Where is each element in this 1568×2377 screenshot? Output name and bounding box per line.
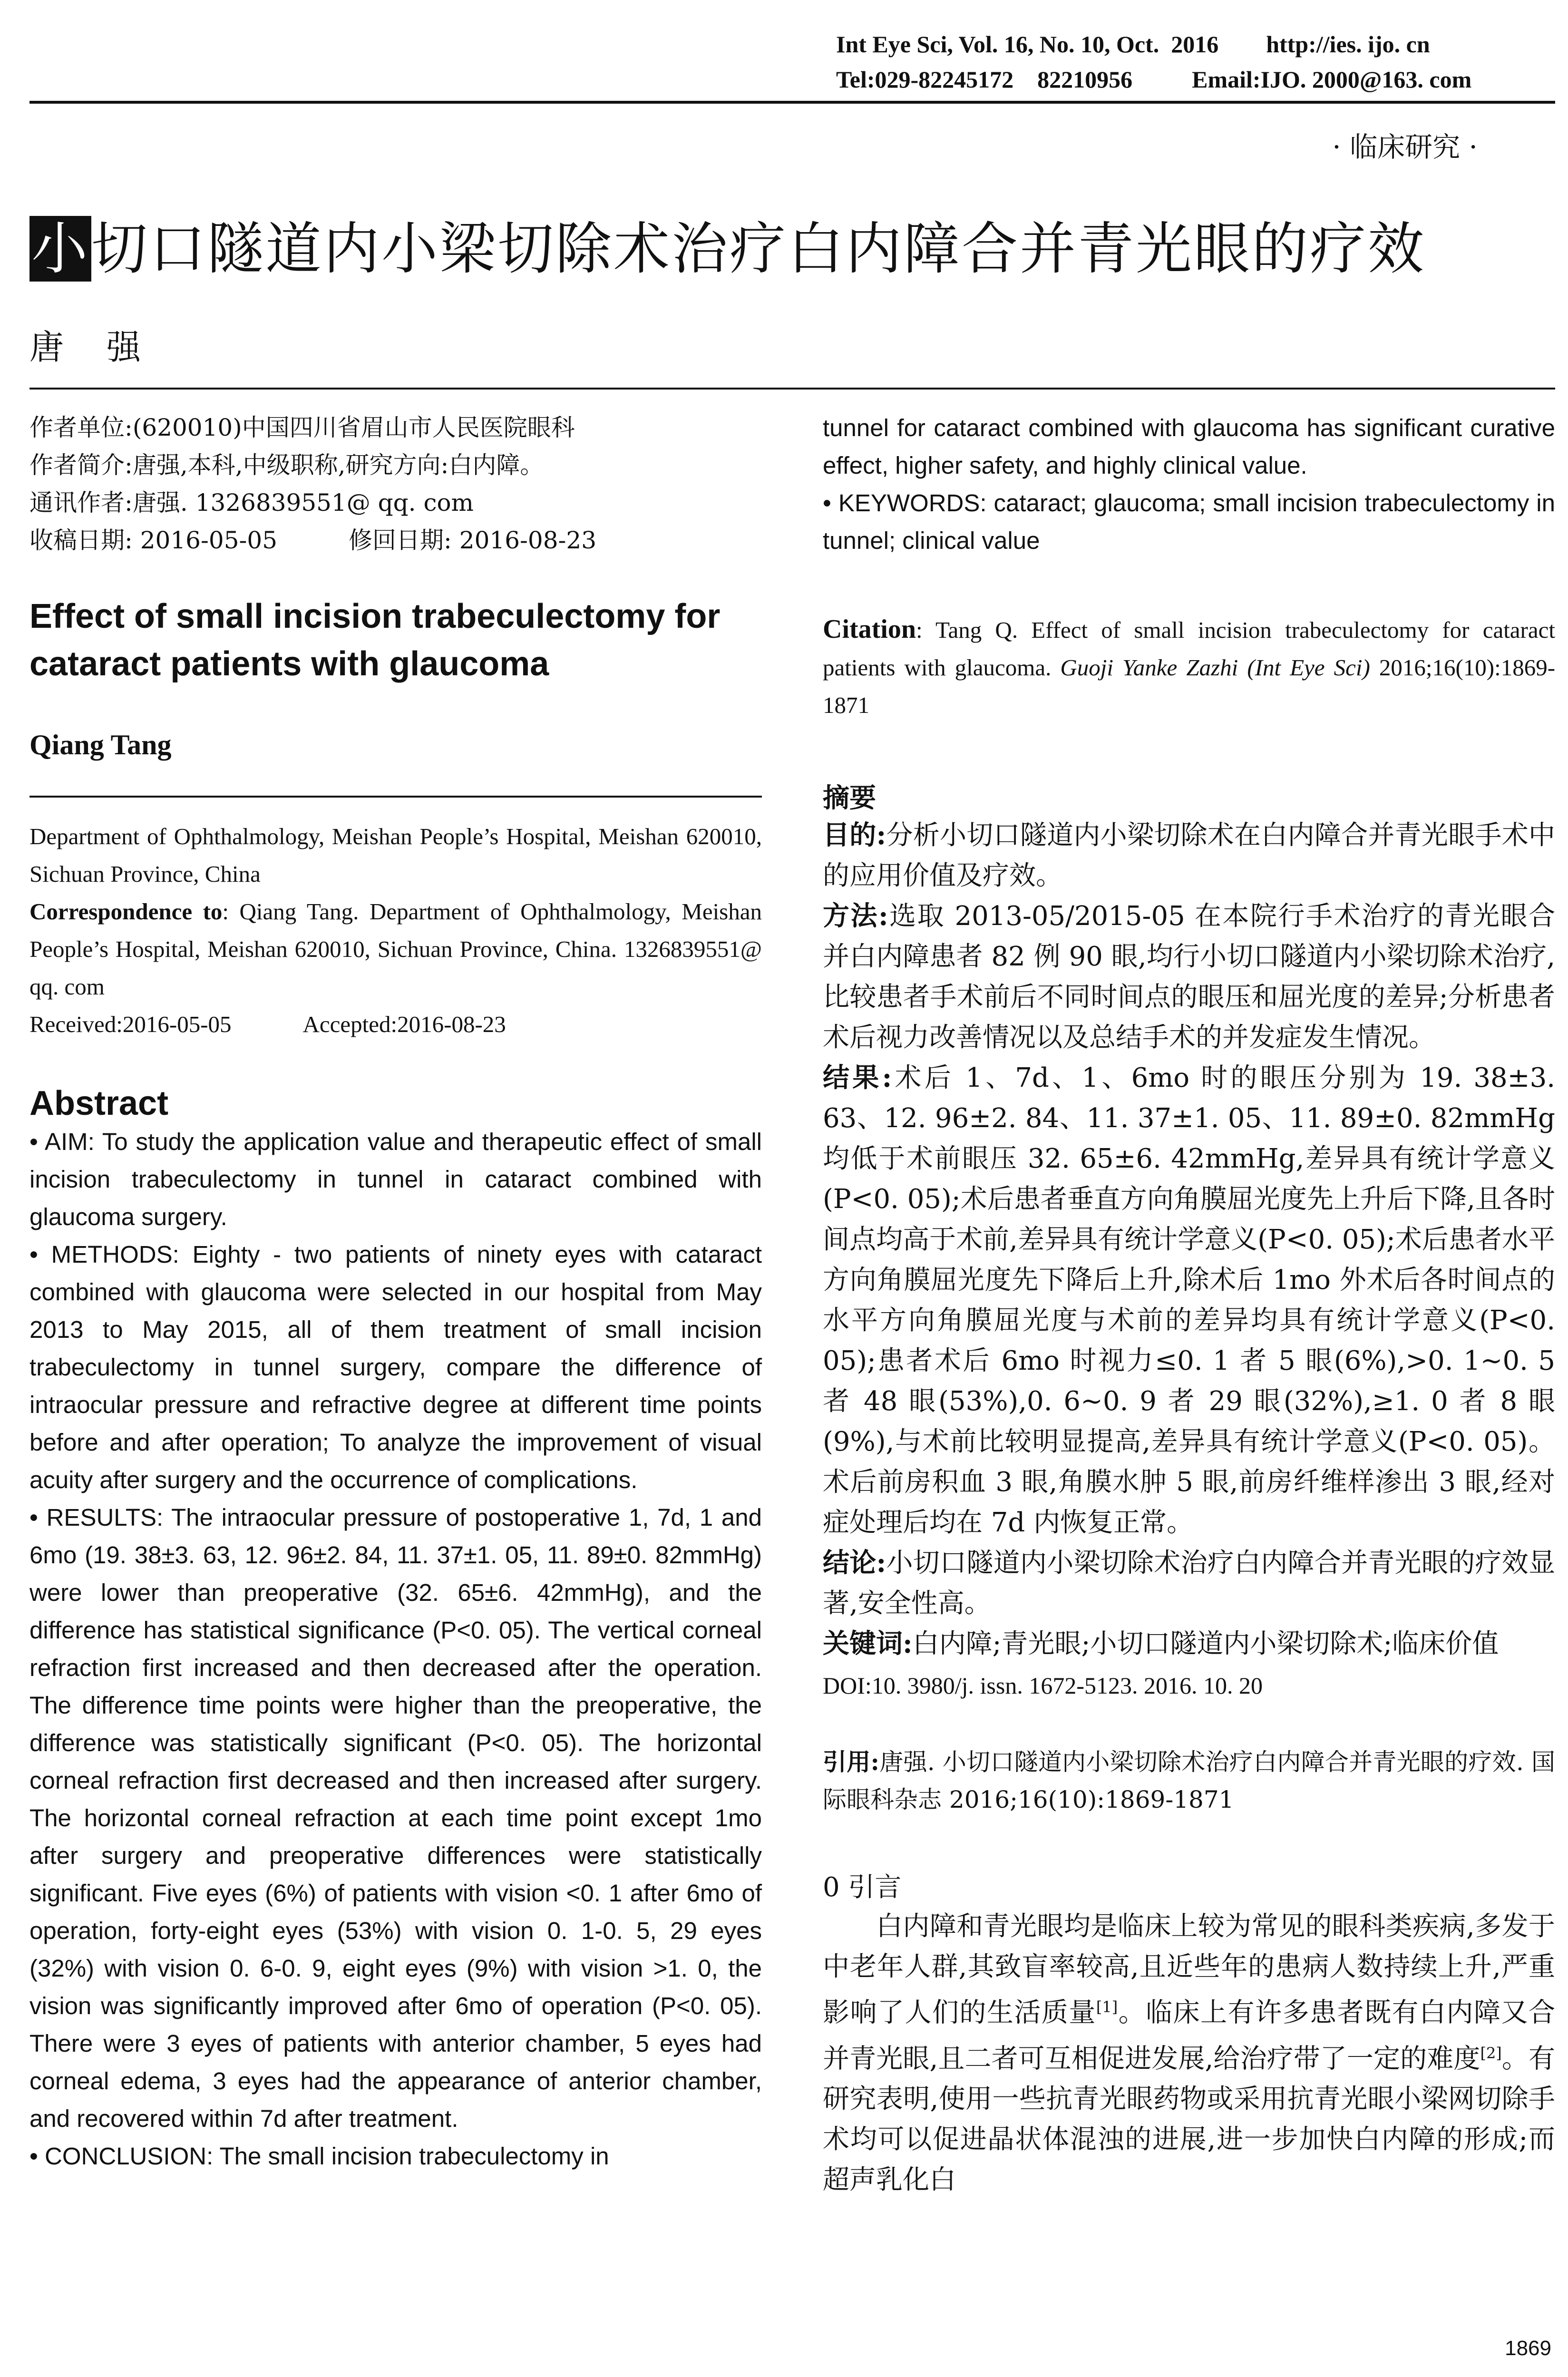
page-number: 1869 — [1505, 2337, 1551, 2360]
intro-text-1: 白内障和青光眼均是临床上较为常见的眼科类疾病,多发于中老年人群,其致盲率较高,且近些年的患病人数持续上升,严重影响了人们的生活质量 — [823, 1911, 1555, 2028]
author-info-cn — [29, 409, 762, 559]
cn-results-text: 术后 1、7d、1、6mo 时的眼压分别为 19. 38±3. 63、12. 96±2. 84、11. 37±1. 05、11. 89±0. 82mmHg 均低于术前眼压 32. 65±6. 42mmHg,差异具有统计学意义(P<0. 05);术后患者垂直方向角膜屈光度先上升后下降,且各时间点均高于术前,差异具有统计学意义(P<0. 05);术后患者水平方向角膜屈光度先下降后上升,除术后 1mo 外术后各时间点的水平方向角膜屈光度与术前的差异均具有统计学意义(P<0. 05);患者术后 6mo 时视力≤0. 1 者 5 眼(6%),>0. 1~0. 5 者 48 眼(53%),0. 6~0. 9 者 29 眼(32%),≥1. 0 者 8 眼(9%),与术前比较明显提高,差异具有统计学意义(P<0. 05)。术后前房积血 3 眼,角膜水肿 5 眼,前房纤维样渗出 3 眼,经对症处理后均在 7d 内恢复正常。 — [823, 1062, 1556, 1538]
revised-date-cn: 修回日期: 2016-08-23 — [349, 526, 597, 554]
accepted-date-en: Accepted:2016-08-23 — [302, 1011, 506, 1037]
correspondence-label: Correspondence to — [29, 898, 223, 925]
cn-methods-label: 方法: — [823, 900, 888, 932]
citation-cn-text: 唐强. 小切口隧道内小梁切除术治疗白内障合并青光眼的疗效. 国际眼科杂志 2016;16(10):1869-1871 — [823, 1748, 1555, 1813]
author-rule — [29, 796, 762, 798]
abstract-methods: • METHODS: Eighty - two patients of ninety eyes with cataract combined with glaucoma were selected in our hospital from May 2013 to May 2015, all of them treatment of small incision trabeculectomy in tunnel surgery, compare the difference of intraocular pressure and refractive degree at different time points before and after operation; To analyze the improvement of visual acuity after surgery and the occurrence of complications. — [29, 1241, 762, 1493]
citation-cn — [823, 1743, 1555, 1819]
affiliation: Department of Ophthalmology, Meishan People’s Hospital, Meishan 620010, Sichuan Province, China — [29, 823, 762, 887]
cn-abstract-heading: 摘要 — [823, 782, 876, 814]
correspondence — [29, 893, 762, 1005]
title-rule — [29, 388, 1555, 390]
journal-header-line2: Tel:029-82245172 82210956 Email:IJO. 2000@163. com — [836, 66, 1472, 93]
english-author: Qiang Tang — [29, 729, 172, 760]
author-cn: 唐强 — [29, 327, 184, 367]
citation-en — [823, 611, 1555, 724]
right-column — [823, 409, 1555, 2200]
cn-keywords — [823, 1624, 1555, 1664]
abstract-keywords: • KEYWORDS: cataract; glaucoma; small incision trabeculectomy in tunnel; clinical value — [823, 489, 1555, 554]
intro-paragraph — [823, 1906, 1555, 2200]
citation-text: : Tang Q. Effect of small incision trabeculectomy for cataract patients with glaucoma. — [823, 617, 1555, 681]
affiliation-block — [29, 818, 762, 1043]
author-bio: 作者简介:唐强,本科,中级职称,研究方向:白内障。 — [29, 451, 544, 479]
left-column — [29, 409, 762, 2175]
cn-results-label: 结果: — [823, 1062, 892, 1093]
cn-conclusion-text: 小切口隧道内小梁切除术治疗白内障合并青光眼的疗效显著,安全性高。 — [823, 1548, 1556, 1619]
cn-conclusion-label: 结论: — [823, 1547, 886, 1578]
cn-aim-text: 分析小切口隧道内小梁切除术在白内障合并青光眼手术中的应用价值及疗效。 — [823, 820, 1556, 891]
citation-label: Citation — [823, 614, 916, 644]
abstract-conclusion-start: • CONCLUSION: The small incision trabeculectomy in — [29, 2143, 609, 2170]
abstract-heading: Abstract — [29, 1084, 169, 1122]
citation-tail: 2016;16(10):1869-1871 — [823, 654, 1556, 718]
author-unit: 作者单位:(620010)中国四川省眉山市人民医院眼科 — [29, 414, 575, 441]
abstract-aim: • AIM: To study the application value and therapeutic effect of small incision trabeculectomy in tunnel in cataract combined with glaucoma surgery. — [29, 1128, 762, 1230]
intro-heading: 0 引言 — [823, 1872, 902, 1903]
header-rule — [29, 101, 1555, 104]
title-first-char: 小 — [29, 216, 91, 282]
intro-text-2: 。临床上有许多患者既有白内障又合并青光眼,且二者可互相促进发展,给治疗带了一定的难度 — [823, 1997, 1556, 2075]
cn-results — [823, 1058, 1555, 1543]
cn-conclusion — [823, 1543, 1555, 1624]
reference-2: [2] — [1480, 2044, 1502, 2062]
cn-keywords-label: 关键词: — [823, 1628, 913, 1659]
section-tag: · 临床研究 · — [1332, 131, 1478, 163]
main-title — [29, 204, 1426, 284]
correspondence-text: : Qiang Tang. Department of Ophthalmology, Meishan People’s Hospital, Meishan 620010, Sichuan Province, China. 1326839551@ qq. com — [29, 898, 762, 1000]
cn-keywords-text: 白内障;青光眼;小切口隧道内小梁切除术;临床价值 — [912, 1628, 1499, 1659]
citation-journal: Guoji Yanke Zazhi (Int Eye Sci) — [1060, 654, 1370, 681]
reference-1: [1] — [1096, 1998, 1118, 2016]
received-date-cn: 收稿日期: 2016-05-05 — [29, 526, 278, 554]
dates-cn — [29, 522, 762, 559]
cn-aim-label: 目的: — [823, 819, 886, 851]
cn-aim — [823, 815, 1555, 896]
corresponding-author: 通讯作者:唐强. 1326839551@ qq. com — [29, 489, 474, 516]
abstract-conclusion-end: tunnel for cataract combined with glaucoma has significant curative effect, higher safety, and highly clinical value. — [823, 414, 1555, 479]
journal-header-line1: Int Eye Sci, Vol. 16, No. 10, Oct. 2016 http://ies. ijo. cn — [836, 31, 1430, 58]
cn-methods — [823, 896, 1555, 1058]
intro-text-3: 。有研究表明,使用一些抗青光眼药物或采用抗青光眼小梁网切除手术均可以促进晶状体混浊的进展,进一步加快白内障的形成;而超声乳化白 — [823, 2043, 1555, 2196]
english-title: Effect of small incision trabeculectomy for cataract patients with glaucoma — [29, 597, 721, 683]
dates-en — [29, 1005, 762, 1043]
received-date-en: Received:2016-05-05 — [29, 1011, 232, 1037]
cn-methods-text: 选取 2013-05/2015-05 在本院行手术治疗的青光眼合并白内障患者 82 例 90 眼,均行小切口隧道内小梁切除术治疗,比较患者手术前后不同时间点的眼压和屈光度的差异;分析患者术后视力改善情况以及总结手术的并发症发生情况。 — [823, 901, 1556, 1053]
title-rest: 切口隧道内小梁切除术治疗白内障合并青光眼的疗效 — [91, 216, 1426, 282]
doi: DOI:10. 3980/j. issn. 1672-5123. 2016. 10. 20 — [823, 1672, 1263, 1699]
citation-cn-label: 引用: — [823, 1748, 879, 1776]
abstract-results: • RESULTS: The intraocular pressure of postoperative 1, 7d, 1 and 6mo (19. 38±3. 63, 12. 96±2. 84, 11. 37±1. 05, 11. 89±0. 82mmHg) were lower than preoperative (32. 65±6. 42mmHg), and the difference has statistical significance (P<0. 05). The vertical corneal refraction first increased and then decreased after the operation. The difference time points were higher than the preoperative, the difference was statistically significant (P<0. 05). The horizontal corneal refraction first decreased and then increased after surgery. The horizontal corneal refraction at each time point except 1mo after surgery and preoperative differences were statistically significant. Five eyes (6%) of patients with vision <0. 1 after 6mo of operation, forty-eight eyes (53%) with vision 0. 1-0. 5, 29 eyes (32%) with vision 0. 6-0. 9, eight eyes (9%) with vision >1. 0, the vision was significantly improved after 6mo of operation (P<0. 05). There were 3 eyes of patients with anterior chamber, 5 eyes had corneal edema, 3 eyes had the appearance of anterior chamber, and recovered within 7d after treatment. — [29, 1504, 762, 2132]
